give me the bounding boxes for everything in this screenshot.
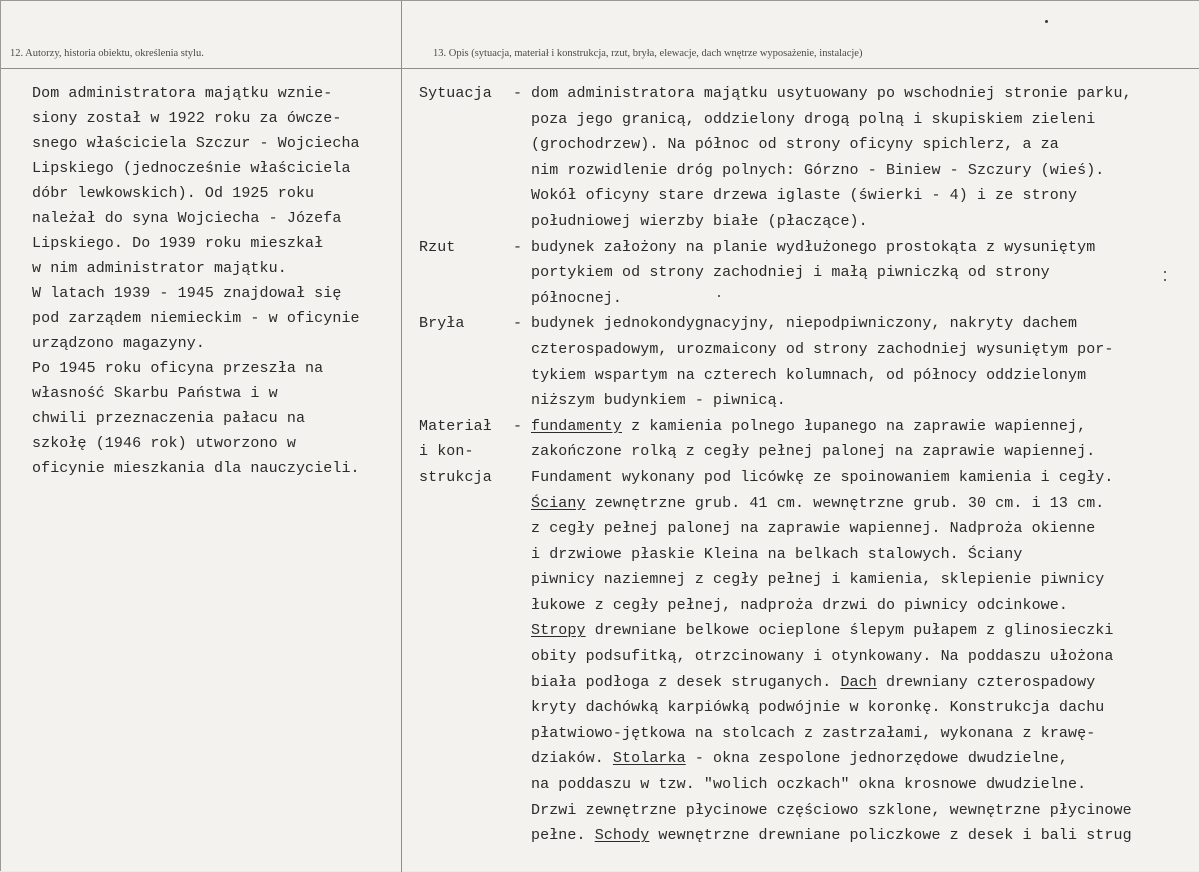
- description-text: [531, 491, 1104, 517]
- description-line: [419, 542, 1199, 568]
- description-line: [419, 593, 1199, 619]
- text-run: północnej.: [531, 289, 623, 307]
- text-run: z cegły pełnej palonej na zaprawie wapiennej. Nadproża okienne: [531, 520, 1096, 538]
- text-run: łukowe z cegły pełnej, nadproża drzwi do piwnicy odcinkowe.: [531, 596, 1068, 614]
- description-text: [531, 311, 1077, 337]
- label-dash: -: [513, 417, 523, 435]
- text-run: zewnętrzne grub. 41 cm. wewnętrzne grub. 30 cm. i 13 cm.: [585, 494, 1105, 512]
- history-line: oficynie mieszkania dla nauczycieli.: [32, 460, 360, 477]
- description-text: [531, 260, 1050, 286]
- description-text: [531, 670, 1095, 696]
- history-line: należał do syna Wojciecha - Józefa: [32, 210, 342, 227]
- text-run: drewniany czterospadowy: [876, 673, 1096, 691]
- description-text: [531, 235, 1095, 261]
- description-text: [531, 81, 1132, 107]
- description-text: [531, 644, 1114, 670]
- description-line: [419, 286, 1199, 312]
- description-line: [419, 746, 1199, 772]
- text-run: Drzwi zewnętrzne płycinowe częściowo szklone, wewnętrzne płycinowe: [531, 801, 1132, 819]
- text-run: południowej wierzby białe (płaczące).: [531, 212, 868, 230]
- underlined-term: Stropy: [531, 622, 586, 640]
- description-line: [419, 81, 1199, 107]
- history-line: własność Skarbu Państwa i w: [32, 385, 278, 402]
- label-dash: -: [513, 238, 523, 256]
- description-line: [419, 388, 1199, 414]
- paper-speck: [1045, 20, 1048, 23]
- history-line: Lipskiego. Do 1939 roku mieszkał: [32, 235, 324, 252]
- description-line: [419, 618, 1199, 644]
- section-label: Rzut: [419, 238, 456, 256]
- description-text: [531, 465, 1114, 491]
- description-text: [531, 618, 1114, 644]
- description-text: [531, 363, 1086, 389]
- text-run: budynek jednokondygnacyjny, niepodpiwniczony, nakryty dachem: [531, 315, 1078, 333]
- description-line: [419, 337, 1199, 363]
- history-line: Dom administratora majątku wznie-: [32, 85, 333, 102]
- description-line: [419, 721, 1199, 747]
- description-line: [419, 465, 1199, 491]
- text-run: portykiem od strony zachodniej i małą piwniczką od strony: [531, 264, 1050, 282]
- history-line: snego właściciela Szczur - Wojciecha: [32, 135, 360, 152]
- description-line: [419, 260, 1199, 286]
- history-line: Po 1945 roku oficyna przeszła na: [32, 360, 324, 377]
- description-text: [531, 132, 1059, 158]
- description-text: [531, 158, 1104, 184]
- text-run: Fundament wykonany pod licówkę ze spoinowaniem kamienia i cegły.: [531, 468, 1114, 486]
- text-run: - okna zespolone jednorzędowe dwudzielne,: [685, 750, 1068, 768]
- description-line: [419, 798, 1199, 824]
- text-run: (grochodrzew). Na północ od strony oficyny spichlerz, a za: [531, 136, 1059, 154]
- text-run: płatwiowo-jętkowa na stolcach z zastrzałami, wykonana z krawę-: [531, 724, 1096, 742]
- text-run: dziaków.: [531, 750, 613, 768]
- description-text: [531, 286, 622, 312]
- paper-speck: [1164, 271, 1166, 273]
- description-line: [419, 209, 1199, 235]
- description-line: [419, 363, 1199, 389]
- description-line: [419, 183, 1199, 209]
- text-run: czterospadowym, urozmaicony od strony zachodniej wysuniętym por-: [531, 340, 1114, 358]
- history-line: dóbr lewkowskich). Od 1925 roku: [32, 185, 315, 202]
- header-divider: [1, 68, 1199, 69]
- description-text: [531, 209, 868, 235]
- description-text: [531, 439, 1095, 465]
- text-run: Wokół oficyny stare drzewa iglaste (świerki - 4) i ze strony: [531, 187, 1078, 205]
- label-dash: -: [513, 315, 523, 333]
- section-label: Sytuacja: [419, 85, 492, 102]
- text-run: na poddaszu w tzw. "wolich oczkach" okna krosnowe dwudzielne.: [531, 776, 1087, 794]
- description-text: [531, 107, 1095, 133]
- text-run: obity podsufitką, otrzcinowany i otynkowany. Na poddaszu ułożona: [531, 648, 1114, 666]
- description-text: [531, 746, 1068, 772]
- description-line: [419, 414, 1199, 440]
- description-line: [419, 670, 1199, 696]
- description-text: [531, 695, 1104, 721]
- text-run: wewnętrzne drewniane policzkowe z desek i bali strug: [649, 827, 1132, 845]
- section-13-heading: 13. Opis (sytuacja, materiał i konstrukcja, rzut, bryła, elewacje, dach wnętrze wyposażenie, instalacje): [433, 48, 863, 59]
- description-text: [531, 798, 1132, 824]
- underlined-term: Ściany: [531, 494, 586, 512]
- history-line: Lipskiego (jednocześnie właściciela: [32, 160, 351, 177]
- section-12-heading: 12. Autorzy, historia obiektu, określenia stylu.: [10, 48, 204, 59]
- description-text: [531, 823, 1132, 849]
- underlined-term: Dach: [840, 673, 877, 691]
- text-run: drewniane belkowe ocieplone ślepym pułapem z glinosieczki: [585, 622, 1114, 640]
- text-run: dom administratora majątku usytuowany po wschodniej stronie parku,: [531, 85, 1132, 102]
- history-line: siony został w 1922 roku za ówcze-: [32, 110, 342, 127]
- label-dash: -: [513, 85, 523, 102]
- underlined-term: Stolarka: [612, 750, 686, 768]
- history-line: urządzono magazyny.: [32, 335, 205, 352]
- description-text: [531, 567, 1104, 593]
- description-line: [419, 439, 1199, 465]
- history-line: w nim administrator majątku.: [32, 260, 287, 277]
- description-line: [419, 132, 1199, 158]
- description-column: [419, 81, 1199, 849]
- text-run: poza jego granicą, oddzielony drogą polną i skupiskiem zieleni: [531, 110, 1096, 128]
- description-line: [419, 644, 1199, 670]
- section-label: Bryła: [419, 315, 465, 333]
- description-text: [531, 721, 1095, 747]
- underlined-term: Schody: [594, 827, 650, 845]
- description-line: [419, 567, 1199, 593]
- history-line: W latach 1939 - 1945 znajdował się: [32, 285, 342, 302]
- history-column: [32, 81, 360, 481]
- description-line: [419, 695, 1199, 721]
- description-line: [419, 235, 1199, 261]
- paper-speck: [1164, 279, 1166, 281]
- paper-speck: [718, 295, 720, 297]
- description-line: [419, 311, 1199, 337]
- text-run: pełne.: [531, 827, 595, 845]
- text-run: zakończone rolką z cegły pełnej palonej na zaprawie wapiennej.: [531, 443, 1096, 461]
- text-run: tykiem wspartym na czterech kolumnach, od północy oddzielonym: [531, 366, 1087, 384]
- description-line: [419, 772, 1199, 798]
- description-text: [531, 772, 1086, 798]
- section-label: Materiał: [419, 417, 492, 435]
- text-run: biała podłoga z desek struganych.: [531, 673, 841, 691]
- description-text: [531, 414, 1086, 440]
- description-line: [419, 158, 1199, 184]
- text-run: niższym budynkiem - piwnicą.: [531, 392, 786, 410]
- text-run: piwnicy naziemnej z cegły pełnej i kamienia, sklepienie piwnicy: [531, 571, 1105, 589]
- section-label: strukcja: [419, 468, 492, 486]
- description-text: [531, 542, 1022, 568]
- description-text: [531, 593, 1068, 619]
- description-line: [419, 823, 1199, 849]
- description-text: [531, 388, 786, 414]
- description-text: [531, 337, 1114, 363]
- description-text: [531, 183, 1077, 209]
- underlined-term: fundamenty: [531, 417, 623, 435]
- column-divider: [401, 1, 402, 872]
- history-line: chwili przeznaczenia pałacu na: [32, 410, 306, 427]
- text-run: z kamienia polnego łupanego na zaprawie wapiennej,: [622, 417, 1087, 435]
- description-line: [419, 107, 1199, 133]
- text-run: kryty dachówką karpiówką podwójnie w koronkę. Konstrukcja dachu: [531, 699, 1105, 717]
- description-line: [419, 491, 1199, 517]
- history-line: pod zarządem niemieckim - w oficynie: [32, 310, 360, 327]
- text-run: budynek założony na planie wydłużonego prostokąta z wysuniętym: [531, 238, 1096, 256]
- description-line: [419, 516, 1199, 542]
- text-run: i drzwiowe płaskie Kleina na belkach stalowych. Ściany: [531, 545, 1023, 563]
- text-run: nim rozwidlenie dróg polnych: Górzno - Biniew - Szczury (wieś).: [531, 161, 1105, 179]
- section-label: i kon-: [419, 443, 474, 461]
- history-line: szkołę (1946 rok) utworzono w: [32, 435, 296, 452]
- description-text: [531, 516, 1095, 542]
